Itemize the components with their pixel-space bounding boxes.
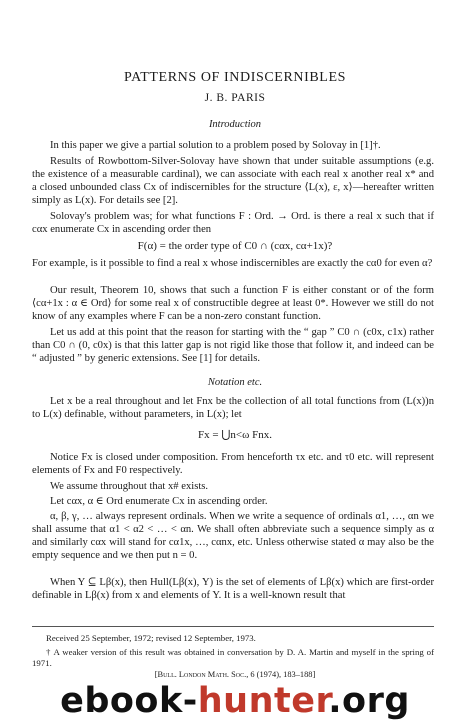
paper-author: J. B. PARIS: [204, 92, 266, 104]
paragraph-6: Let us add at this point that the reason for starting with the “ gap ” C0 ∩ (c0x, c1x) rather than C0 ∩ (0, c0x) is that this latter gap is not rigid like those that follow it, and indeed can be “ adjusted ” by generic extensions. See [1] for details.: [32, 327, 434, 364]
paragraph-12: When Y ⊆ Lβ(x), then Hull(Lβ(x), Y) is the set of elements of Lβ(x) which are first-order definable in Lβ(x) from x and elements of Y. It is a well-known result that: [32, 577, 434, 601]
watermark-text: [0, 676, 470, 727]
formula-order-type: F(α) = the order type of C0 ∩ (cαx, cα+1x)?: [137, 240, 333, 252]
paragraph-11: α, β, γ, … always represent ordinals. When we write a sequence of ordinals α1, …, αn we shall assume that α1 < α2 < … < αn. We shall often abbreviate such a sequence simply as α and similarly cαx will stand for cα1x, …, cαnx, etc. Unless otherwise stated α may also be the empty sequence and we then put n = 0.: [32, 511, 434, 561]
watermark-part-hunter: hunter: [197, 681, 329, 721]
watermark-part-org: .org: [328, 681, 410, 721]
watermark: [0, 676, 470, 727]
paragraph-2: Results of Rowbottom-Silver-Solovay have shown that under suitable assumptions (e.g. the existence of a measurable cardinal), we can associate with each real x another real x* and a closed unbounded class Cx of indiscernibles for the structure ⟨L(x), ε, x⟩—hereafter written simply as L(x). For details see [2].: [32, 156, 434, 206]
paragraph-8: Notice Fx is closed under composition. From henceforth τx etc. and τ0 etc. will represent elements of Fx and F0 respectively.: [32, 452, 434, 476]
paragraph-3: Solovay's problem was; for what functions F : Ord. → Ord. is there a real x such that if cαx enumerate Cx in ascending order then: [32, 211, 434, 235]
paragraph-4: For example, is it possible to find a real x whose indiscernibles are exactly the cα0 for even α?: [32, 258, 433, 269]
section-heading-notation: Notation etc.: [207, 377, 263, 388]
section-heading-introduction: Introduction: [208, 119, 262, 130]
journal-citation: [Bull. London Math. Soc., 6 (1974), 183–188]: [154, 670, 316, 679]
watermark-part-ebook: ebook-: [60, 681, 198, 721]
footnote-received: Received 25 September, 1972; revised 12 September, 1973.: [46, 633, 256, 643]
paragraph-10: Let cαx, α ∈ Ord enumerate Cx in ascending order.: [50, 496, 268, 507]
paper-title: PATTERNS OF INDISCERNIBLES: [123, 70, 346, 85]
formula-union: Fx = ⋃n<ω Fnx.: [198, 429, 272, 441]
footnote-divider: [32, 626, 434, 627]
paragraph-7: Let x be a real throughout and let Fnx be the collection of all total functions from (L(x))n to L(x) definable, without parameters, in L(x); let: [32, 396, 434, 420]
paragraph-5: Our result, Theorem 10, shows that such a function F is either constant or of the form ⟨cα+1x : α ∈ Ord⟩ for some real x of constructible degree at least 0*. However we still do not know of any examples where F can be a non-zero constant function.: [32, 285, 434, 322]
footnote-dagger: † A weaker version of this result was obtained in conversation by D. A. Martin and myself in the spring of 1971.: [32, 647, 434, 668]
paragraph-1: In this paper we give a partial solution to a problem posed by Solovay in [1]†.: [50, 140, 381, 151]
paragraph-9: We assume throughout that x# exists.: [50, 481, 209, 492]
